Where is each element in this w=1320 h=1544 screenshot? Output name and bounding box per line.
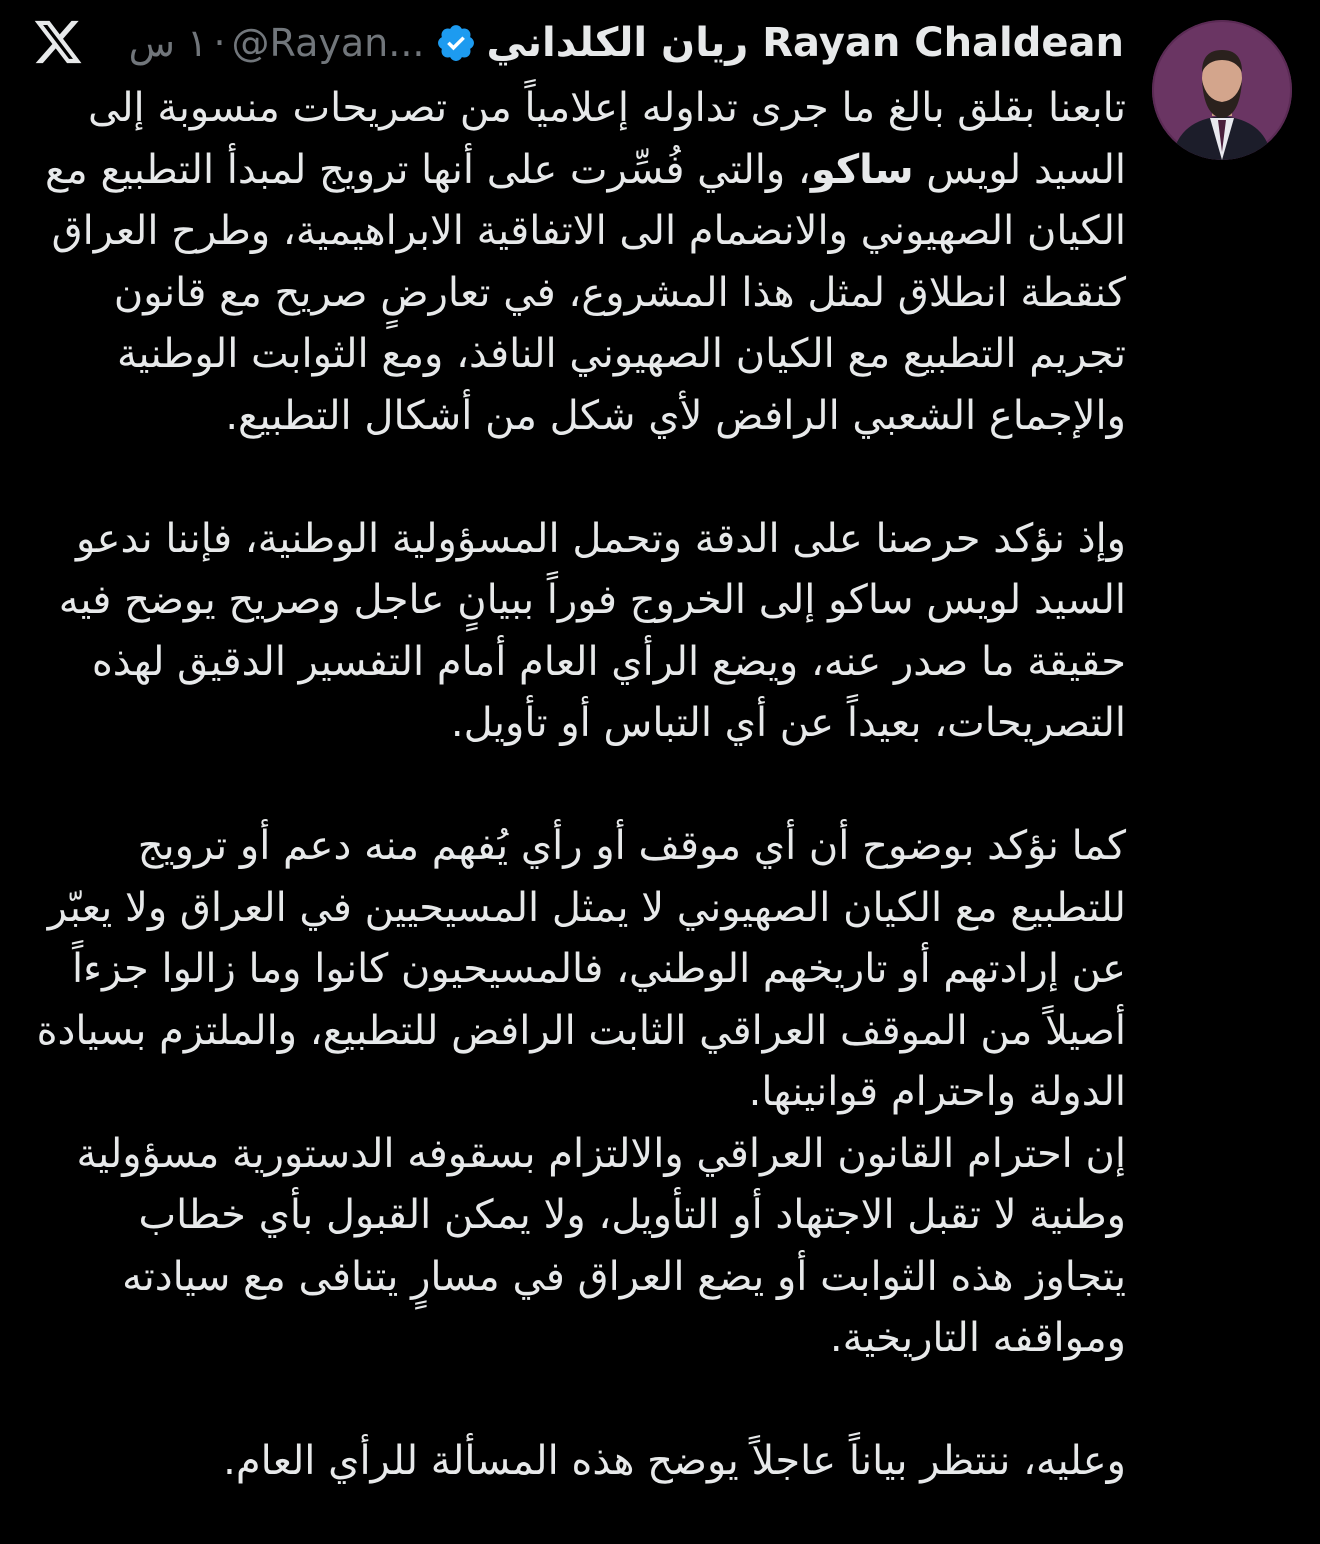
verified-badge-icon xyxy=(435,22,477,64)
author-name-english: Rayan Chaldean xyxy=(762,20,1124,66)
author-name[interactable] xyxy=(487,20,1125,66)
paragraph-4: إن احترام القانون العراقي والالتزام بسقوفه الدستورية مسؤولية وطنية لا تقبل الاجتهاد أو التأويل، ولا يمكن القبول بأي خطاب يتجاوز هذه الثوابت أو يضع العراق في مسارٍ يتنافى مع سيادته ومواقفه التاريخية. xyxy=(63,1130,1126,1361)
separator-dot: · xyxy=(213,21,226,65)
avatar-photo xyxy=(1152,20,1292,160)
paragraph-1 xyxy=(26,78,1126,447)
paragraph-5: وعليه، ننتظر بياناً عاجلاً يوضح هذه المسألة للرأي العام. xyxy=(223,1438,1126,1484)
paragraph-3: كما نؤكد بوضوح أن أي موقف أو رأي يُفهم منه دعم أو ترويج للتطبيع مع الكيان الصهيوني لا يمثل المسيحيين في العراق ولا يعبّر عن إرادتهم أو تاريخهم الوطني، فالمسيحيون كانوا وما زالوا جزءاً أصيلاً من الموقف العراقي الثابت الرافض للتطبيع، والملتزم بسيادة الدولة واحترام قوانينها. xyxy=(23,823,1126,1115)
author-name-arabic: ريان الكلداني xyxy=(486,20,749,66)
mention-bold-sako: ساكو xyxy=(810,146,914,193)
x-logo-icon xyxy=(32,16,84,68)
paragraph-1-after: ، والتي فُسِّرت على أنها ترويج لمبدأ التطبيع مع الكيان الصهيوني والانضمام الى الاتفاقية الابراهيمية، وطرح العراق كنقطة انطلاق لمثل هذا المشروع، في تعارضٍ صريح مع قانون تجريم التطبيع مع الكيان الصهيوني النافذ، ومع الثوابت الوطنية والإجماع الشعبي الرافض لأي شكل من أشكال التطبيع. xyxy=(32,146,1126,439)
author-handle[interactable]: @Rayan... xyxy=(231,21,425,65)
tweet-body xyxy=(23,78,1126,1493)
tweet-header xyxy=(129,12,1124,74)
tweet-timestamp[interactable]: ١ س xyxy=(128,21,208,65)
paragraph-2: وإذ نؤكد حرصنا على الدقة وتحمل المسؤولية الوطنية، فإننا ندعو السيد لويس ساكو إلى الخروج فوراً ببيانٍ عاجل وصريح يوضح فيه حقيقة ما صدر عنه، ويضع الرأي العام أمام التفسير الدقيق لهذه التصريحات، بعيداً عن أي التباس أو تأويل. xyxy=(46,515,1126,746)
paragraph-1-before: تابعنا بقلق بالغ ما جرى تداوله إعلامياً من تصريحات منسوبة إلى السيد لويس xyxy=(75,85,1126,193)
author-avatar[interactable] xyxy=(1152,20,1292,160)
